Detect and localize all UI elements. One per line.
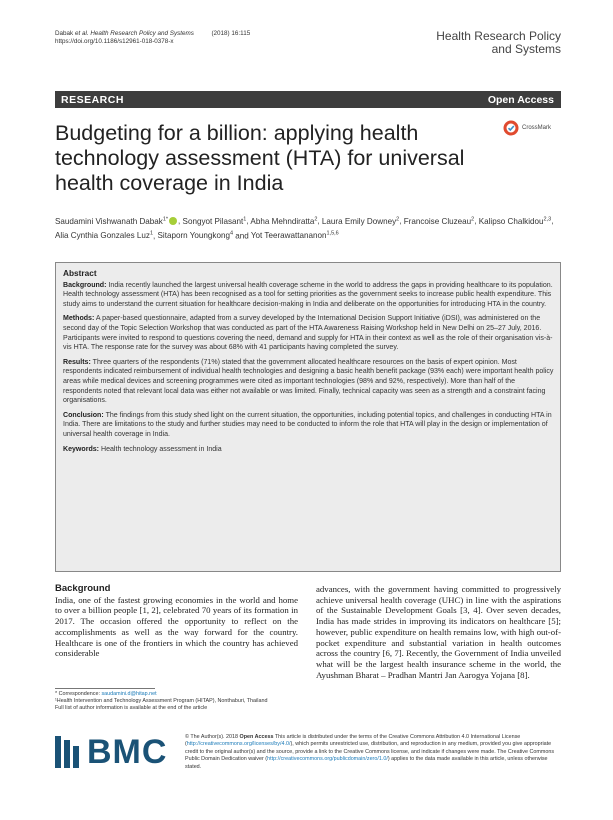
open-access-statement-label: Open Access — [239, 734, 274, 740]
body-column-right — [316, 584, 561, 680]
author-name[interactable]: Songyot Pilasant — [182, 216, 244, 226]
author-affiliation-marker: 2 — [396, 216, 400, 222]
background-heading: Background — [55, 583, 111, 594]
author-affiliation-marker: 2 — [314, 216, 318, 222]
author-affiliation-marker: 1 — [243, 216, 247, 222]
methods-label: Methods: — [63, 315, 95, 323]
author-name[interactable]: Yot Teerawattananon — [250, 231, 327, 241]
results-text: Three quarters of the respondents (71%) stated that the government allocated healthcare resources on the basis of expert opinion. Most respondents indicated reimbursement of individual health technologies and designing a basic health benefit package (93% each) were important health policy areas while medical devices and screening programmes were cited as important technologies (98% and 92%, respectively). More than half of the respondents noted that relevant local data was either not available or was limited. Finally, technical capacity was seen as a strength and a constraint facing organisations. — [63, 358, 554, 405]
license-text-3: ) applies to the data made available in this article, unless otherwise stated. — [185, 756, 548, 770]
abstract-background — [63, 281, 554, 310]
license-text-1: This article is distributed under the terms of the Creative Commons Attribution 4.0 International License ( — [185, 734, 521, 748]
abstract-methods — [63, 314, 554, 352]
author — [183, 217, 247, 226]
citation-line — [55, 30, 250, 38]
author-affiliation-marker: 1 — [149, 230, 153, 237]
doi-link[interactable]: https://doi.org/10.1186/s12961-018-0378-x — [55, 38, 174, 46]
bmc-logo — [55, 735, 167, 769]
author-affiliation-marker: 2 — [471, 216, 475, 222]
license-statement — [185, 734, 561, 771]
author-affiliation-marker: 1,5,6 — [326, 230, 339, 237]
bmc-logo-icon — [55, 736, 81, 768]
journal-name-line2: and Systems — [491, 42, 561, 56]
crossmark-label: CrossMark — [522, 125, 552, 131]
citation-authors: Dabak — [55, 30, 75, 37]
orcid-icon[interactable] — [169, 217, 177, 225]
author — [55, 231, 153, 240]
article-title: Budgeting for a billion: applying health technology assessment (HTA) for universal health coverage in India — [55, 121, 465, 195]
author-name[interactable]: Francoise Cluzeau — [403, 216, 472, 226]
author-name[interactable]: Saudamini Vishwanath Dabak — [55, 216, 163, 226]
author-name[interactable]: Kalipso Chalkidou — [478, 216, 544, 226]
author-name[interactable]: Sitaporn Youngkong — [157, 231, 230, 241]
abstract-keywords — [63, 445, 554, 455]
abstract-results — [63, 358, 554, 406]
keywords-label: Keywords: — [63, 445, 100, 453]
keywords-text: Health technology assessment in India — [101, 445, 222, 453]
license-text-2: ), which permits unrestricted use, distribution, and reproduction in any medium, provided you give appropriate credit to the original author(s) and the source, provide a link to the Creative Commons license, and indicate if changes were made. The Creative Commons Public Domain Dedication waiver ( — [185, 741, 555, 763]
citation-volume: (2018) 16:115 — [211, 30, 251, 37]
author-name[interactable]: Laura Emily Downey — [321, 216, 397, 226]
background-label: Background: — [63, 281, 107, 289]
citation-journal: Health Research Policy and Systems — [88, 30, 194, 37]
running-header-citation — [55, 30, 250, 46]
author — [55, 217, 178, 226]
open-access-label: Open Access — [487, 93, 554, 106]
author-name[interactable]: Alia Cynthia Gonzales Luz — [55, 231, 150, 241]
abstract-conclusion — [63, 411, 554, 440]
correspondence-email[interactable]: saudamini.d@hitap.net — [101, 691, 157, 697]
conclusion-label: Conclusion: — [63, 411, 104, 419]
journal-name-line1: Health Research Policy — [436, 29, 561, 43]
background-text: India recently launched the largest universal health coverage scheme in the world to address the gaps in providing healthcare to its population. Health technology assessment (HTA) has been recognised as a tool for setting priorities as the government seeks to increase public health expenditure. This study aims to understand the current situation for healthcare decision-making in India and deliberate on the opportunities for introducing HTA in the country. — [63, 281, 553, 308]
crossmark-icon — [503, 120, 519, 136]
copyright-text: © The Author(s). 2018 — [185, 734, 240, 740]
license-link[interactable]: http://creativecommons.org/licenses/by/4.0/ — [186, 741, 291, 748]
author — [251, 231, 339, 240]
body-paragraph-right: advances, with the government having committed to progressively achieve universal health coverage (UHC) in line with the aspirations of the Sustainable Development Goals [3, 4]. Over seven decades, India has made strides in improving its indicators on healthcare [5]; however, public expenditure on health remains low, with high out-of-pocket expenditure and substantial variation in health outcomes across the country [6, 7]. Recently, the Government of India unveiled what will be the largest health insurance scheme in the world, the Ayushman Bharat – Pradhan Mantri Jan Aarogya Yojana [8]. — [316, 584, 561, 680]
author — [158, 231, 234, 240]
waiver-link[interactable]: http://creativecommons.org/publicdomain/zero/1.0/ — [267, 756, 388, 763]
crossmark-badge[interactable] — [503, 120, 551, 136]
author — [322, 217, 399, 226]
journal-name — [436, 30, 561, 56]
bmc-logo-text: BMC — [87, 733, 168, 771]
author-affiliation-marker: 1* — [162, 216, 169, 222]
author-name[interactable]: Abha Mehndiratta — [250, 216, 315, 226]
footnote-divider — [55, 688, 155, 689]
results-label: Results: — [63, 358, 91, 366]
author — [250, 217, 317, 226]
affiliation-line: ¹Health Intervention and Technology Assessment Program (HITAP), Nonthaburi, Thailand — [55, 698, 268, 705]
author-list: Saudamini Vishwanath Dabak$^{1*}$ , Songyot Pilasant$^1$, Abha Mehndiratta$^2$, Laura Emily Downey$^2$, Francoise Cluzeau$^2$, Kalipso Chalkidou$^{2,3}$, Alia Cynthia Gonzales Luz$^1$, Sitaporn Youngkong$^4$ and Yot Teerawattananon$^{1,5,6}$ — [55, 216, 554, 241]
correspondence-label: * Correspondence: — [55, 691, 102, 697]
conclusion-text: The findings from this study shed light on the current situation, the opportunities, including potential topics, and challenges in conducting HTA in India. There are limitations to the study and further studies may need to be conducted to inform the role that HTA will play in the design or implementation of universal health coverage in India. — [63, 411, 552, 438]
author — [479, 217, 551, 226]
abstract-heading: Abstract — [63, 268, 97, 278]
author-affiliation-marker: 4 — [229, 230, 234, 237]
author-affiliation-marker: 2,3 — [543, 216, 552, 222]
full-list-note: Full list of author information is available at the end of the article — [55, 705, 208, 712]
abstract-box — [55, 262, 561, 572]
section-label: RESEARCH — [61, 93, 124, 106]
author — [404, 217, 475, 226]
methods-text: A paper-based questionnaire, adapted from a survey developed by the International Decision Support Initiative (iDSI), was administered on the second day of the Topic Selection Workshop that was conducted as part of the HTA Awareness Raising Workshop held in New Delhi on 25–27 July, 2016. Participants were invited to respond to questions covering the need, demand and supply for HTA in their context as well as the role of their organisation vis-à-vis HTA. The response rate for the survey was about 68% with 41 participants having completed the survey. — [63, 315, 553, 352]
citation-etal: et al. — [74, 30, 89, 37]
body-column-left — [55, 584, 298, 659]
footnotes — [55, 691, 298, 713]
section-banner — [55, 91, 561, 108]
body-paragraph-left: India, one of the fastest growing economies in the world and home to over a billion people [1, 2], celebrated 70 years of its formation in 2017. The occasion offered the opportunity to reflect on the accomplishments as well as the way forward for the country. Healthcare is one of the frontiers in which the country has achieved considerable — [55, 594, 298, 659]
correspondence-line — [55, 691, 298, 698]
